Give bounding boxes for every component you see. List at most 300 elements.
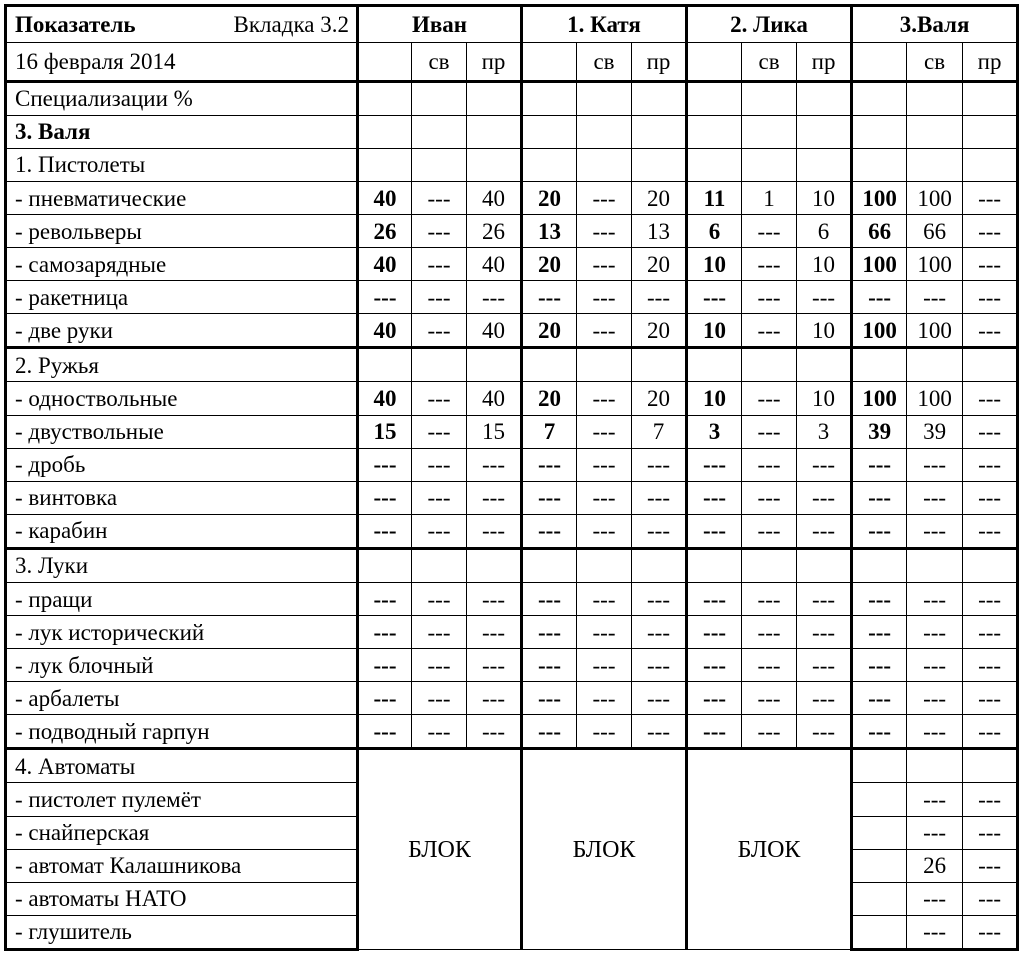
value-sv [412,81,467,115]
value-pr: 40 [467,314,522,348]
value-total: --- [358,481,412,514]
row-label: - пистолет пулемёт [6,783,358,816]
value-sv: --- [412,481,467,514]
row-label: - двуствольные [6,415,358,448]
value-pr: --- [963,181,1018,214]
value-sv: --- [412,582,467,615]
row-label: - снайперская [6,816,358,849]
value-sv: --- [907,682,963,715]
value-pr: 10 [797,181,852,214]
value-total [358,348,412,382]
value-pr: --- [632,616,687,649]
value-pr: 10 [797,314,852,348]
value-sv: --- [577,448,632,481]
table-row [6,582,1018,615]
value-pr: --- [467,582,522,615]
value-pr: --- [963,481,1018,514]
value-sv: --- [742,248,797,281]
value-pr [632,81,687,115]
value-sv: --- [907,481,963,514]
value-pr: 40 [467,382,522,415]
value-total: --- [852,281,907,314]
value-pr: --- [963,281,1018,314]
value-total: 6 [687,215,742,248]
table-row [6,281,1018,314]
value-pr: --- [467,281,522,314]
row-label: - арбалеты [6,682,358,715]
value-pr: 40 [467,248,522,281]
table-row [6,181,1018,214]
value-pr: --- [797,514,852,548]
table-row [6,715,1018,749]
blocked-cell: БЛОК [358,749,522,950]
value-sv [412,548,467,582]
value-total: --- [852,682,907,715]
value-sv [907,148,963,181]
value-sv: --- [577,582,632,615]
value-sv [577,115,632,148]
table-row [6,382,1018,415]
value-total [687,81,742,115]
value-total [522,548,577,582]
value-sv: --- [742,415,797,448]
row-label: - лук блочный [6,649,358,682]
value-total: --- [687,281,742,314]
header-title-cell [6,6,358,43]
value-sv: --- [412,415,467,448]
value-total [852,348,907,382]
value-sv: --- [742,215,797,248]
table-row [6,481,1018,514]
value-total: 13 [522,215,577,248]
value-pr [963,749,1018,783]
value-sv: --- [907,915,963,949]
blocked-cell: БЛОК [522,749,687,950]
value-total: --- [358,682,412,715]
value-pr: --- [797,582,852,615]
value-pr: 20 [632,248,687,281]
row-label: - самозарядные [6,248,358,281]
row-label: - дробь [6,448,358,481]
value-total: 100 [852,248,907,281]
table-row [6,415,1018,448]
value-total: --- [358,616,412,649]
value-sv: --- [412,616,467,649]
value-pr [797,348,852,382]
value-sv [412,115,467,148]
value-pr [467,348,522,382]
value-pr: 20 [632,181,687,214]
row-label: - одноствольные [6,382,358,415]
value-pr: --- [797,649,852,682]
value-sv: --- [742,281,797,314]
value-sv [907,348,963,382]
value-total: --- [522,281,577,314]
value-sv: --- [577,715,632,749]
value-sv [412,348,467,382]
table-row [6,248,1018,281]
subheader-sv: св [742,43,797,81]
value-pr: --- [632,281,687,314]
value-sv: --- [907,715,963,749]
value-total: --- [687,481,742,514]
value-sv: 26 [907,849,963,882]
value-total: --- [687,682,742,715]
value-pr: 13 [632,215,687,248]
value-sv: 100 [907,181,963,214]
value-pr [467,81,522,115]
value-sv: --- [907,816,963,849]
date-label: 16 февраля 2014 [6,43,358,81]
value-pr: --- [467,481,522,514]
value-pr: --- [963,816,1018,849]
value-pr: --- [963,448,1018,481]
value-pr: --- [467,514,522,548]
person-header-ivan: Иван [358,6,522,43]
value-total [687,548,742,582]
value-total [358,115,412,148]
value-total [522,115,577,148]
value-pr: --- [632,514,687,548]
value-sv: --- [742,582,797,615]
value-total [358,548,412,582]
value-pr [797,148,852,181]
value-sv: --- [907,616,963,649]
value-total: --- [852,448,907,481]
value-pr: 6 [797,215,852,248]
value-total: --- [358,448,412,481]
subheader-sv: св [907,43,963,81]
value-pr [632,348,687,382]
value-pr: --- [963,915,1018,949]
value-sv: 39 [907,415,963,448]
value-sv: --- [742,616,797,649]
value-sv: --- [577,415,632,448]
value-pr: --- [467,715,522,749]
value-sv: --- [577,281,632,314]
value-pr: 10 [797,248,852,281]
value-total [358,81,412,115]
value-total [522,81,577,115]
value-total: --- [687,514,742,548]
table-row [6,314,1018,348]
value-pr: --- [632,448,687,481]
table-row [6,448,1018,481]
value-pr: --- [632,682,687,715]
row-label: 3. Валя [6,115,358,148]
value-pr: --- [467,448,522,481]
value-sv [412,148,467,181]
value-sv [742,115,797,148]
value-total: --- [522,616,577,649]
value-pr: --- [632,649,687,682]
row-label: 3. Луки [6,548,358,582]
subheader-pr: пр [632,43,687,81]
value-total: --- [522,582,577,615]
value-pr: 40 [467,181,522,214]
value-total [687,148,742,181]
value-pr: --- [963,415,1018,448]
value-pr: --- [963,382,1018,415]
row-label: - пращи [6,582,358,615]
value-sv: --- [742,382,797,415]
row-label: - глушитель [6,915,358,949]
table-row [6,348,1018,382]
value-sv: --- [412,448,467,481]
value-sv [742,548,797,582]
value-total: --- [522,514,577,548]
value-pr: --- [797,281,852,314]
value-sv: --- [742,715,797,749]
subheader-sv: св [412,43,467,81]
value-sv: --- [412,649,467,682]
subheader-empty [852,43,907,81]
value-pr: --- [963,314,1018,348]
value-pr: 7 [632,415,687,448]
value-pr: --- [797,481,852,514]
row-label: - пневматические [6,181,358,214]
table-row [6,649,1018,682]
value-pr [632,548,687,582]
value-total [852,148,907,181]
value-total: --- [358,582,412,615]
value-total: 20 [522,248,577,281]
value-pr: --- [467,649,522,682]
value-sv: --- [907,281,963,314]
value-total: 20 [522,382,577,415]
row-label: - автомат Калашникова [6,849,358,882]
value-total: --- [687,582,742,615]
value-pr: --- [632,481,687,514]
value-total: 26 [358,215,412,248]
value-pr: --- [963,882,1018,915]
value-pr [963,81,1018,115]
value-pr: 26 [467,215,522,248]
value-pr: 10 [797,382,852,415]
row-label: - автоматы НАТО [6,882,358,915]
value-total: 20 [522,314,577,348]
value-pr [797,548,852,582]
blocked-cell: БЛОК [687,749,852,950]
value-pr: --- [797,448,852,481]
value-total: 40 [358,181,412,214]
value-total: 40 [358,248,412,281]
value-sv: --- [742,314,797,348]
value-sv: --- [577,616,632,649]
table-row [6,514,1018,548]
value-total: 100 [852,314,907,348]
row-label: 4. Автоматы [6,749,358,783]
value-pr: --- [963,849,1018,882]
value-total: --- [522,682,577,715]
table-row [6,81,1018,115]
value-sv: --- [412,314,467,348]
person-header-katya: 1. Катя [522,6,687,43]
row-label: - ракетница [6,281,358,314]
value-total: --- [852,514,907,548]
value-total: 100 [852,382,907,415]
indicator-table [4,4,1019,951]
row-label: - подводный гарпун [6,715,358,749]
value-pr [632,115,687,148]
value-pr [467,548,522,582]
value-total: --- [852,481,907,514]
value-pr: --- [963,582,1018,615]
value-total [358,148,412,181]
value-total: 40 [358,314,412,348]
row-label: - револьверы [6,215,358,248]
value-sv [907,115,963,148]
value-total: 15 [358,415,412,448]
value-pr: 3 [797,415,852,448]
value-total: 10 [687,314,742,348]
value-total: 7 [522,415,577,448]
value-sv: --- [412,514,467,548]
value-sv: --- [577,181,632,214]
value-total: 100 [852,181,907,214]
value-sv [907,81,963,115]
value-pr [467,115,522,148]
value-total: --- [522,649,577,682]
indicator-label: Показатель [15,12,136,38]
value-sv: --- [742,481,797,514]
value-sv: --- [577,382,632,415]
value-sv: --- [907,514,963,548]
value-sv [907,749,963,783]
value-pr [797,115,852,148]
value-total [852,115,907,148]
value-pr: --- [963,514,1018,548]
table-row [6,616,1018,649]
table-row [6,682,1018,715]
value-total: --- [852,715,907,749]
table-row [6,215,1018,248]
table-row [6,548,1018,582]
value-total [687,115,742,148]
value-total: 39 [852,415,907,448]
value-sv: --- [412,715,467,749]
value-sv: --- [577,682,632,715]
table-row [6,749,1018,783]
value-total [852,915,907,949]
value-sv: --- [412,181,467,214]
value-total: --- [522,715,577,749]
value-total: 10 [687,248,742,281]
value-total [852,548,907,582]
value-total: 11 [687,181,742,214]
row-label: Специализации % [6,81,358,115]
value-total [852,749,907,783]
subheader-sv: св [577,43,632,81]
row-label: - карабин [6,514,358,548]
subheader-pr: пр [963,43,1018,81]
value-pr [963,148,1018,181]
value-total: --- [852,582,907,615]
value-total: 10 [687,382,742,415]
value-pr [963,548,1018,582]
value-pr: --- [797,616,852,649]
value-sv: --- [742,682,797,715]
value-sv: --- [577,514,632,548]
value-pr: --- [632,715,687,749]
value-pr [797,81,852,115]
value-sv: --- [907,649,963,682]
value-pr: 20 [632,314,687,348]
subheader-pr: пр [797,43,852,81]
value-total: 20 [522,181,577,214]
value-total: --- [687,715,742,749]
value-total: 3 [687,415,742,448]
value-total: --- [687,649,742,682]
value-sv: --- [742,514,797,548]
value-sv: --- [577,481,632,514]
value-sv [907,548,963,582]
value-total [852,81,907,115]
value-pr: --- [963,616,1018,649]
value-sv: --- [907,783,963,816]
value-pr: --- [963,783,1018,816]
value-total [522,148,577,181]
value-total: --- [358,281,412,314]
value-sv [742,148,797,181]
value-total [852,816,907,849]
value-pr: 20 [632,382,687,415]
value-total [852,849,907,882]
value-sv: 100 [907,248,963,281]
value-sv: --- [412,382,467,415]
subheader-empty [358,43,412,81]
value-total: --- [522,448,577,481]
value-sv: --- [577,215,632,248]
person-header-lika: 2. Лика [687,6,852,43]
subheader-empty [687,43,742,81]
value-pr [963,348,1018,382]
value-sv [742,81,797,115]
value-pr: --- [963,215,1018,248]
value-sv: --- [577,248,632,281]
value-pr: --- [632,582,687,615]
value-sv: --- [412,248,467,281]
value-total: --- [687,448,742,481]
value-total: --- [687,616,742,649]
row-label: - две руки [6,314,358,348]
value-total [522,348,577,382]
value-pr: --- [963,649,1018,682]
value-total: 66 [852,215,907,248]
value-sv: --- [907,448,963,481]
value-sv: 100 [907,314,963,348]
value-total: --- [522,481,577,514]
value-pr: 15 [467,415,522,448]
value-pr: --- [963,248,1018,281]
value-pr [963,115,1018,148]
subheader-pr: пр [467,43,522,81]
value-total: --- [358,649,412,682]
value-pr: --- [797,682,852,715]
value-sv [577,548,632,582]
value-pr: --- [963,682,1018,715]
value-pr: --- [797,715,852,749]
table-row [6,148,1018,181]
value-pr: --- [963,715,1018,749]
row-label: 1. Пистолеты [6,148,358,181]
row-label: - лук исторический [6,616,358,649]
value-pr: --- [467,616,522,649]
subheader-empty [522,43,577,81]
table-row [6,115,1018,148]
value-sv: --- [577,649,632,682]
value-total [687,348,742,382]
